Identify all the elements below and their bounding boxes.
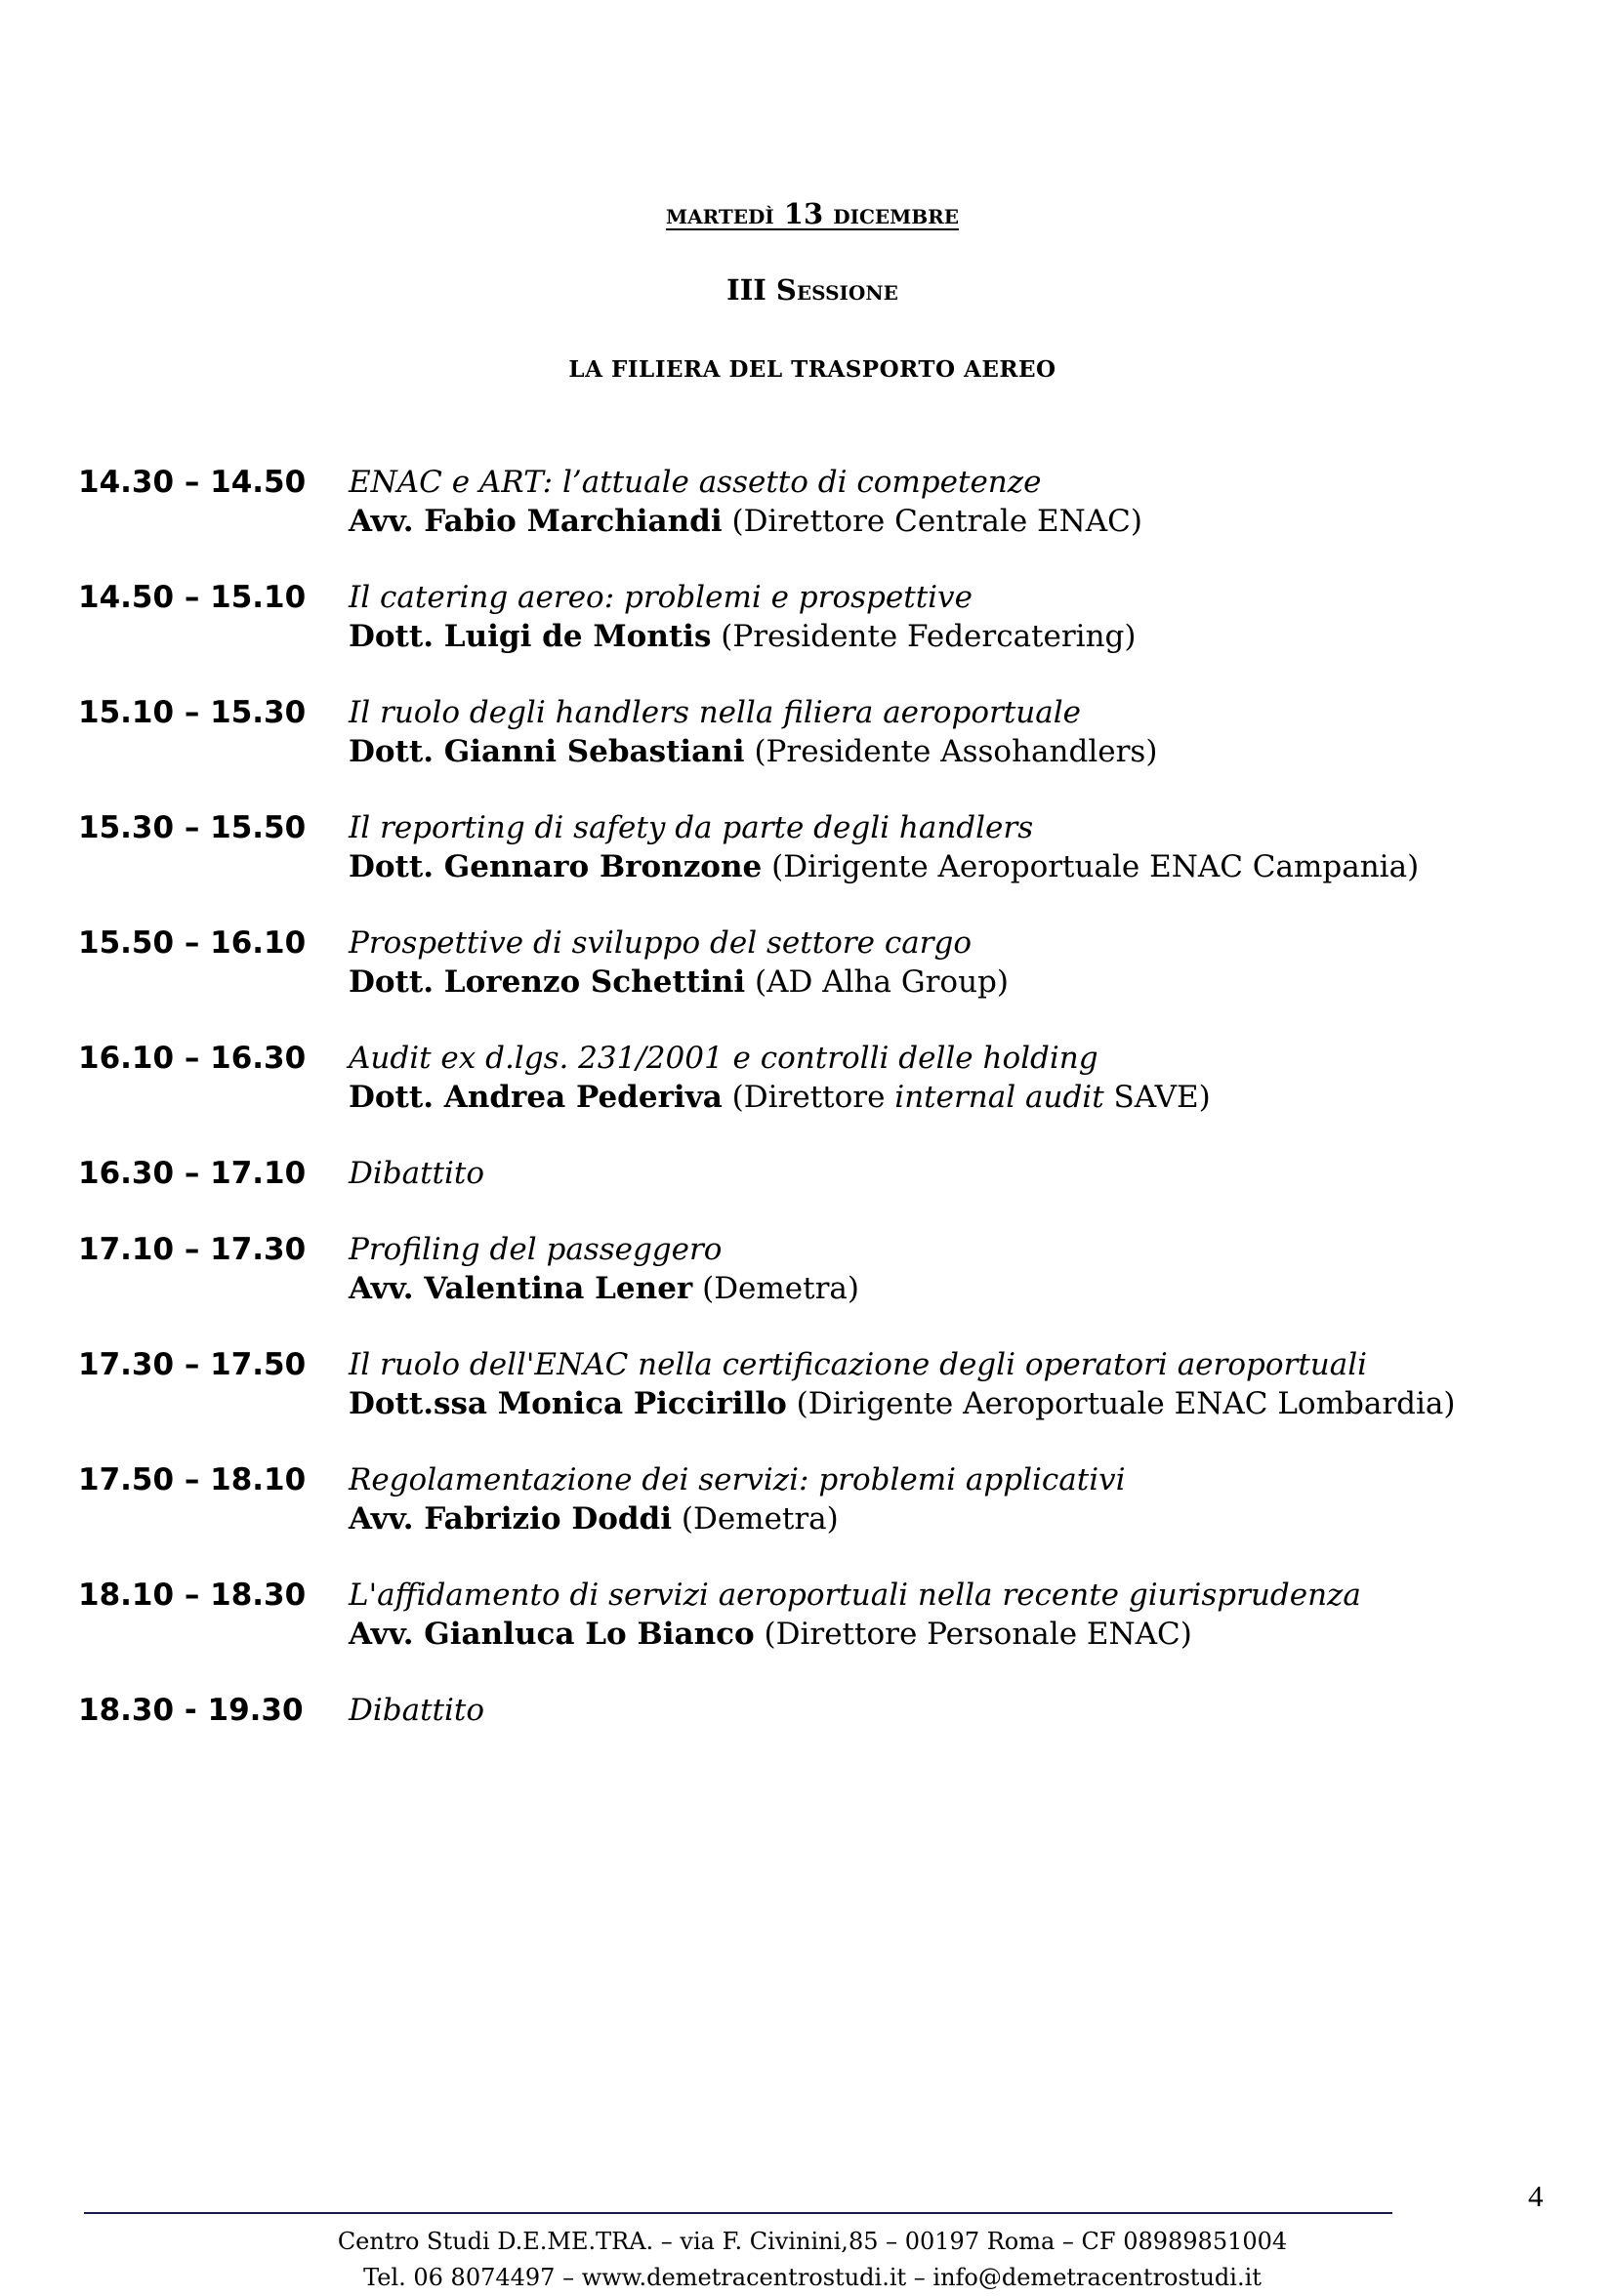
footer-contact-line: Tel. 06 8074497 – www.demetracentrostudi.it – info@demetracentrostudi.it [363, 2264, 1262, 2291]
schedule-item [78, 1576, 1543, 1654]
schedule-item [78, 923, 1543, 1002]
speaker-role: (Presidente Federcatering) [721, 619, 1137, 654]
speaker-name: Dott. Andrea Pederiva [349, 1080, 723, 1115]
speaker-name: Dott. Gianni Sebastiani [349, 734, 745, 769]
talk-title: Il reporting di safety da parte degli handlers [349, 810, 1034, 845]
speaker-role-suffix: SAVE) [1103, 1080, 1211, 1115]
footer [0, 2224, 1615, 2296]
talk-title: Dibattito [349, 1693, 485, 1728]
schedule-item [78, 693, 1543, 771]
talk-title: Il ruolo dell'ENAC nella certificazione degli operatori aeroportuali [349, 1347, 1368, 1382]
speaker-role: (Demetra) [702, 1271, 859, 1306]
schedule-time: 18.30 - 19.30 [78, 1693, 304, 1728]
speaker-name: Avv. Fabrizio Doddi [349, 1501, 673, 1537]
speaker-name: Dott. Luigi de Montis [349, 619, 712, 654]
schedule-time: 16.10 – 16.30 [78, 1041, 307, 1076]
speaker-name: Dott. Lorenzo Schettini [349, 964, 746, 1000]
speaker-role: (Direttore Centrale ENAC) [731, 504, 1142, 539]
speaker-role: (Demetra) [681, 1501, 839, 1537]
talk-title: Il catering aereo: problemi e prospettive [349, 580, 973, 615]
schedule-item [78, 463, 1543, 541]
speaker-name: Dott. Gennaro Bronzone [349, 849, 763, 884]
talk-title: Il ruolo degli handlers nella filiera aeroportuale [349, 695, 1081, 730]
schedule-item [78, 1154, 1543, 1193]
speaker-name: Avv. Valentina Lener [349, 1271, 693, 1306]
talk-title: Regolamentazione dei servizi: problemi applicativi [349, 1462, 1126, 1497]
schedule-time: 16.30 – 17.10 [78, 1156, 307, 1191]
speaker-role: (Dirigente Aeroportuale ENAC Lombardia) [796, 1386, 1456, 1421]
talk-title: Profiling del passeggero [349, 1232, 723, 1267]
schedule-item [78, 1691, 1543, 1730]
schedule-time: 18.10 – 18.30 [78, 1578, 307, 1613]
schedule-time: 17.50 – 18.10 [78, 1462, 307, 1497]
talk-title: Dibattito [349, 1156, 485, 1191]
schedule-item [78, 1039, 1543, 1117]
schedule-item [78, 578, 1543, 656]
schedule-time: 15.30 – 15.50 [78, 810, 307, 845]
schedule-item [78, 1345, 1543, 1423]
talk-title: Prospettive di sviluppo del settore cargo [349, 925, 972, 961]
speaker-role-prefix: (Direttore [731, 1080, 895, 1115]
speaker-role: (Presidente Assohandlers) [754, 734, 1158, 769]
schedule-time: 14.50 – 15.10 [78, 580, 307, 615]
speaker-name: Avv. Gianluca Lo Bianco [349, 1617, 755, 1652]
program-schedule [78, 463, 1543, 1767]
session-theme-heading: LA FILIERA DEL TRASPORTO AEREO [568, 356, 1056, 383]
schedule-time: 17.10 – 17.30 [78, 1232, 307, 1267]
session-date-heading: martedì 13 dicembre [665, 197, 960, 230]
speaker-role: (AD Alha Group) [755, 964, 1009, 1000]
speaker-role: (Direttore Personale ENAC) [764, 1617, 1192, 1652]
speaker-role: (Dirigente Aeroportuale ENAC Campania) [771, 849, 1420, 884]
speaker-name: Dott.ssa Monica Piccirillo [349, 1386, 787, 1421]
schedule-time: 17.30 – 17.50 [78, 1347, 307, 1382]
schedule-item [78, 808, 1543, 886]
schedule-time: 15.10 – 15.30 [78, 695, 307, 730]
footer-divider [84, 2212, 1392, 2214]
schedule-item [78, 1230, 1543, 1308]
speaker-name: Avv. Fabio Marchiandi [349, 504, 723, 539]
schedule-item [78, 1460, 1543, 1538]
speaker-role-italic: internal audit [894, 1080, 1104, 1115]
schedule-time: 15.50 – 16.10 [78, 925, 307, 961]
talk-title: L'affidamento di servizi aeroportuali nella recente giurisprudenza [349, 1578, 1361, 1613]
footer-address-line: Centro Studi D.E.ME.TRA. – via F. Civinini,85 – 00197 Roma – CF 08989851004 [337, 2228, 1288, 2255]
page-number: 4 [1528, 2179, 1544, 2213]
talk-title: Audit ex d.lgs. 231/2001 e controlli delle holding [349, 1041, 1098, 1076]
talk-title: ENAC e ART: l’attuale assetto di competenze [349, 465, 1042, 500]
schedule-time: 14.30 – 14.50 [78, 465, 307, 500]
session-number-heading: III Sessione [726, 273, 898, 307]
